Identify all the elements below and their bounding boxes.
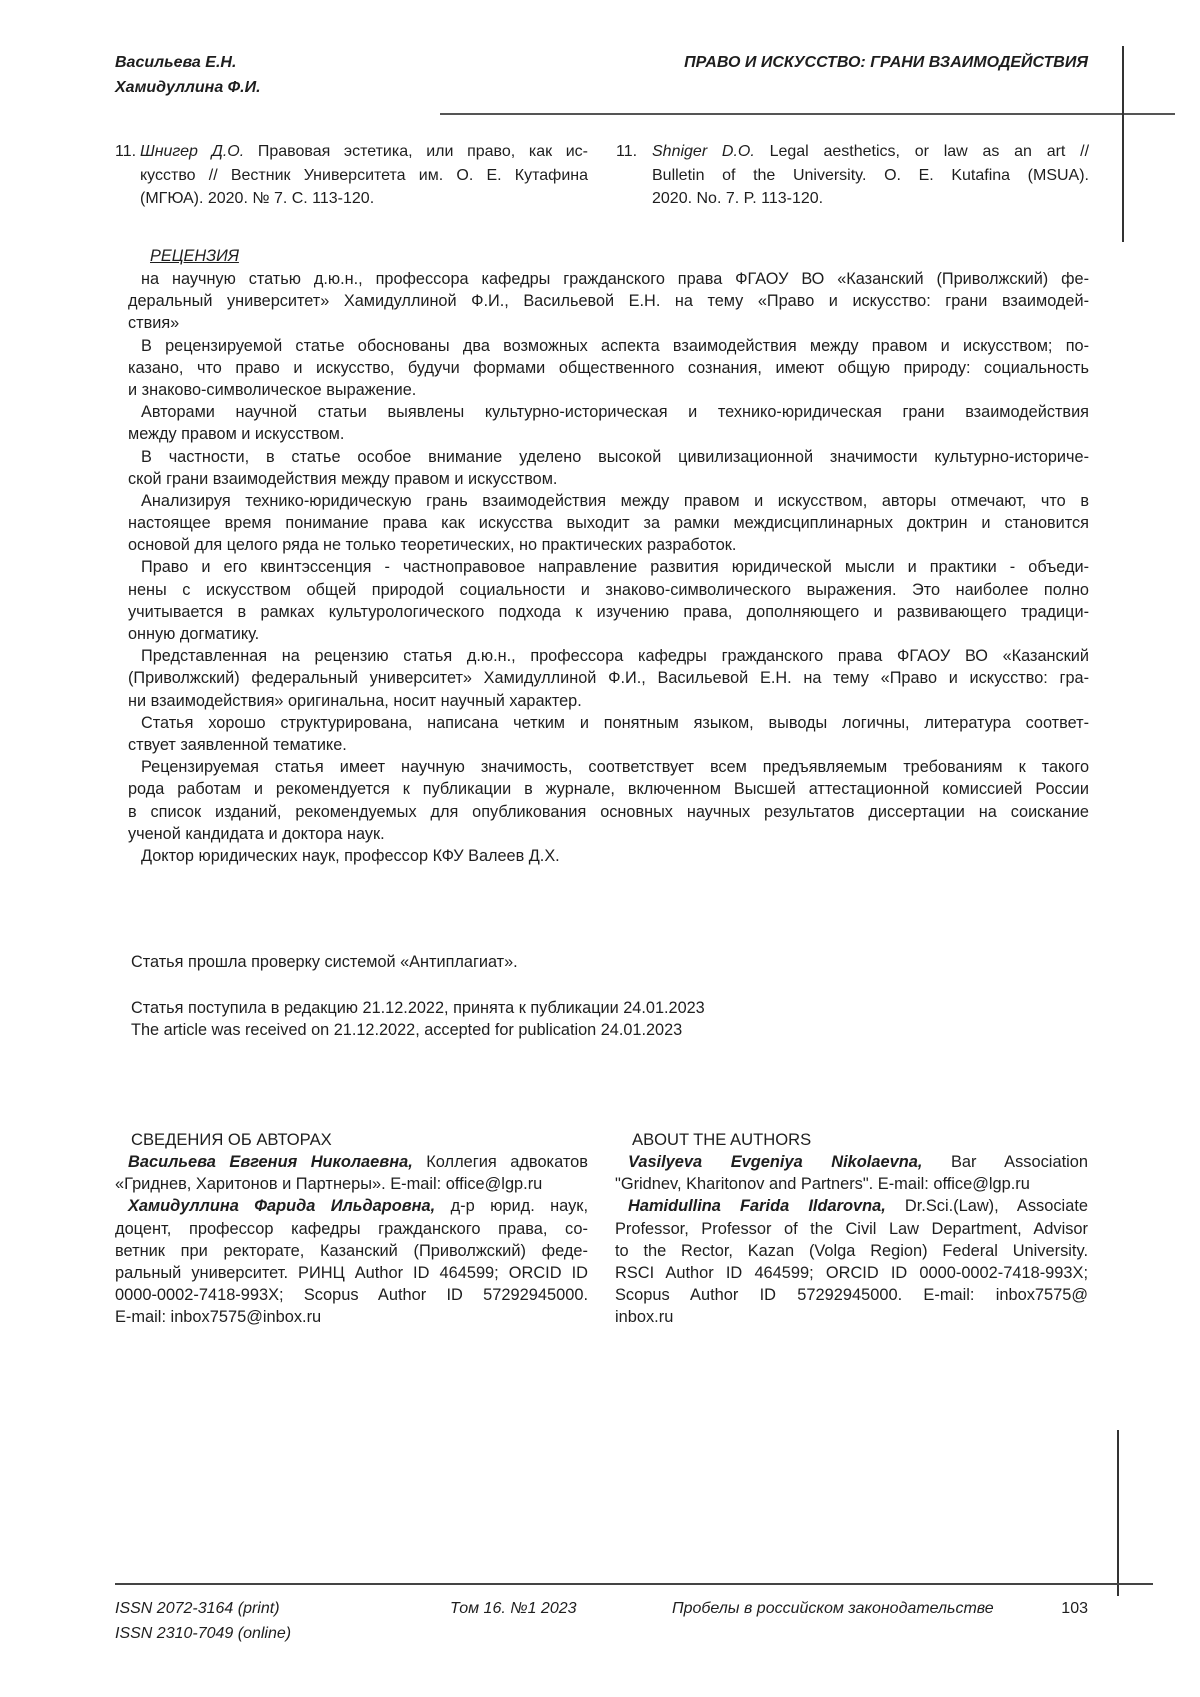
text-line [652,164,1089,188]
text-line [140,140,588,164]
text-line [615,1262,1088,1284]
review-paragraph [128,268,1089,335]
text-line: ни взаимодействия» оригинальна, носит научный характер. [128,690,1089,712]
text-line [140,187,588,211]
authors-heading-ru: СВЕДЕНИЯ ОБ АВТОРАХ [131,1129,332,1151]
line-text: to the Rector, Kazan (Volga Region) Federal University. [615,1242,1088,1260]
text-line: Доктор юридических наук, профессор КФУ Валеев Д.Х. [128,845,1089,867]
text-line [140,164,588,188]
received-note-ru: Статья поступила в редакцию 21.12.2022, принята к публикации 24.01.2023 [131,997,705,1019]
emphasized-name: Васильева Евгения Николаевна, [128,1153,413,1171]
running-title: ПРАВО И ИСКУССТВО: ГРАНИ ВЗАИМОДЕЙСТВИЯ [684,50,1088,75]
line-text: inbox.ru [615,1308,673,1326]
reference-en [652,140,1089,211]
text-line [115,1240,588,1262]
running-authors [115,50,261,100]
text-line: в список изданий, рекомендуемых для опубликования основных научных результатов диссертации на соискание [128,801,1089,823]
text-line: основой для целого ряда не только теоретических, но практических разработок. [128,534,1089,556]
emphasized-name: Hamidullina Farida Ildarovna, [628,1197,886,1215]
header-rule [440,113,1175,115]
page-number: 103 [1061,1596,1088,1621]
line-text: ральный университет. РИНЦ Author ID 464599; ORCID ID [115,1264,588,1282]
text-line: Право и его квинтэссенция - частноправовое направление развития юридической мысли и практики - объеди- [128,556,1089,578]
emphasized-name: Shniger D.O. [652,143,755,160]
text-line [115,1151,588,1173]
line-text: «Гриднев, Харитонов и Партнеры». E-mail: office@lgp.ru [115,1175,542,1193]
journal-name: Пробелы в российском законодательстве [672,1596,994,1621]
line-text: "Gridnev, Kharitonov and Partners". E-mail: office@lgp.ru [615,1175,1030,1193]
text-line: ученой кандидата и доктора наук. [128,823,1089,845]
ref-number: 11. [115,140,136,164]
line-text: доцент, профессор кафедры гражданского права, со- [115,1220,588,1238]
line-text: Professor, Professor of the Civil Law Department, Advisor [615,1220,1088,1238]
review-paragraph [128,712,1089,756]
line-text: Правовая эстетика, или право, как ис- [244,143,588,160]
text-line: нены с искусством общей природой социальности и знаково-символического выражения. Это наиболее полно [128,579,1089,601]
crop-mark-top [1122,46,1124,242]
text-line [615,1218,1088,1240]
text-line: и знаково-символическое выражение. [128,379,1089,401]
text-line [615,1151,1088,1173]
text-line [652,187,1089,211]
text-line: ствует заявленной тематике. [128,734,1089,756]
issn-print: ISSN 2072-3164 (print) [115,1596,280,1621]
text-line: В частности, в статье особое внимание уделено высокой цивилизационной значимости культурно-историче- [128,446,1089,468]
text-line: деральный университет» Хамидуллиной Ф.И., Васильевой Е.Н. на тему «Право и искусство: грани взаимодей- [128,290,1089,312]
line-text: Коллегия адвокатов [413,1153,588,1171]
line-text: ветник при ректорате, Казанский (Приволжский) феде- [115,1242,588,1260]
text-line: Представленная на рецензию статья д.ю.н., профессора кафедры гражданского права ФГАОУ ВО «Казанский [128,645,1089,667]
antiplagiat-note: Статья прошла проверку системой «Антиплагиат». [131,951,518,973]
line-text: Scopus Author ID 57292945000. E-mail: inbox7575@ [615,1286,1088,1304]
line-text: (МГЮА). 2020. № 7. С. 113-120. [140,190,374,207]
reference-ru [140,140,588,211]
authors-ru [115,1151,588,1329]
text-line [652,140,1089,164]
text-line: казано, что право и искусство, будучи формами общественного сознания, имеют общую природу: социальность [128,357,1089,379]
review-title: РЕЦЕНЗИЯ [150,244,239,268]
received-note-en: The article was received on 21.12.2022, accepted for publication 24.01.2023 [131,1019,682,1041]
text-line [115,1306,588,1328]
review-paragraph [128,401,1089,445]
line-text: кусство // Вестник Университета им. О. Е. Кутафина [140,167,588,184]
footer-rule [115,1583,1153,1585]
line-text: Bar Association [922,1153,1088,1171]
text-line: между правом и искусством. [128,423,1089,445]
crop-mark-bottom [1117,1430,1119,1596]
text-line: ской грани взаимодействия между правом и искусством. [128,468,1089,490]
text-line [115,1173,588,1195]
line-text: Bulletin of the University. O. E. Kutafina (MSUA). [652,167,1089,184]
review-paragraph [128,556,1089,645]
text-line [115,1284,588,1306]
emphasized-name: Хамидуллина Фарида Ильдаровна, [128,1197,435,1215]
review-paragraph [128,335,1089,402]
text-line [615,1195,1088,1217]
line-text: Dr.Sci.(Law), Associate [886,1197,1088,1215]
text-line [115,1262,588,1284]
emphasized-name: Шнигер Д.О. [140,143,244,160]
text-line [615,1284,1088,1306]
review-paragraph [128,756,1089,845]
text-line [115,1218,588,1240]
review-paragraph [128,845,1089,867]
review-paragraph [128,490,1089,557]
authors-heading-en: ABOUT THE AUTHORS [632,1129,811,1151]
header-author: Васильева Е.Н. [115,50,261,75]
text-line: на научную статью д.ю.н., профессора кафедры гражданского права ФГАОУ ВО «Казанский (Приволжский) фе- [128,268,1089,290]
text-line: В рецензируемой статье обоснованы два возможных аспекта взаимодействия между правом и искусством; по- [128,335,1089,357]
text-line [115,1195,588,1217]
text-line [615,1173,1088,1195]
text-line: (Приволжский) федеральный университет» Хамидуллиной Ф.И., Васильевой Е.Н. на тему «Право и искусство: гра- [128,667,1089,689]
text-line: рода работам и рекомендуется к публикации в журнале, включенном Высшей аттестационной комиссией России [128,778,1089,800]
line-text: 0000-0002-7418-993X; Scopus Author ID 57292945000. [115,1286,588,1304]
text-line: ствия» [128,312,1089,334]
line-text: E-mail: inbox7575@inbox.ru [115,1308,321,1326]
review-paragraph [128,446,1089,490]
text-line: настоящее время понимание права как искусства выходит за рамки междисциплинарных доктрин и становится [128,512,1089,534]
text-line: учитывается в рамках культурологического подхода к изучению права, дополняющего и развивающего традици- [128,601,1089,623]
line-text: RSCI Author ID 464599; ORCID ID 0000-0002-7418-993X; [615,1264,1088,1282]
review-paragraph [128,645,1089,712]
text-line [615,1240,1088,1262]
authors-en [615,1151,1088,1329]
line-text: д-р юрид. наук, [435,1197,588,1215]
line-text: 2020. No. 7. P. 113-120. [652,190,823,207]
text-line: Анализируя технико-юридическую грань взаимодействия между правом и искусством, авторы отмечают, что в [128,490,1089,512]
text-line: Рецензируемая статья имеет научную значимость, соответствует всем предъявляемым требованиям к такого [128,756,1089,778]
issn-online: ISSN 2310-7049 (online) [115,1621,291,1646]
ref-number: 11. [616,140,637,164]
line-text: Legal aesthetics, or law as an art // [755,143,1089,160]
emphasized-name: Vasilyeva Evgeniya Nikolaevna, [628,1153,922,1171]
header-author: Хамидуллина Ф.И. [115,75,261,100]
text-line: онную догматику. [128,623,1089,645]
volume-issue: Том 16. №1 2023 [450,1596,577,1621]
text-line [615,1306,1088,1328]
text-line: Авторами научной статьи выявлены культурно-историческая и технико-юридическая грани взаимодействия [128,401,1089,423]
review-body [128,268,1089,867]
text-line: Статья хорошо структурирована, написана четким и понятным языком, выводы логичны, литература соответ- [128,712,1089,734]
